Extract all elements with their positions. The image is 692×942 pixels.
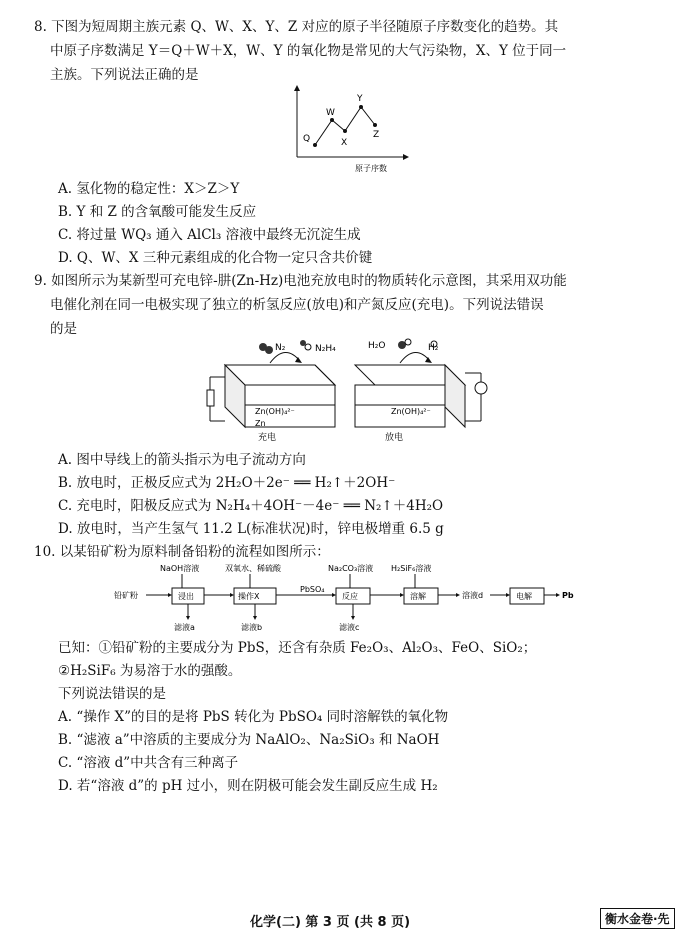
charge-cell [207,340,336,443]
q9-stem-line1: 9. 如图所示为某新型可充电锌-肼(Zn-Hz)电池充放电时的物质转化示意图，其采用双功能 [34,273,567,289]
out-filtrate-b: 滤液b [241,623,263,632]
q10-known-1: 已知：①铅矿粉的主要成分为 PbS，还含有杂质 Fe₂O₃、Al₂O₃、FeO、SiO₂； [58,640,537,656]
q8-stem-line2: 中原子序数满足 Y＝Q＋W＋X，W、Y 的氧化物是常见的大气污染物，X、Y 位于同一 [50,43,567,59]
charge-n2h4-label: N₂H₄ [315,344,336,354]
box-dissolve: 溶解 [410,592,426,601]
box-leach: 浸出 [178,592,194,601]
q9-option-d[interactable]: D. 放电时，当产生氢气 11.2 L(标准状况)时，锌电极增重 6.5 g [58,521,444,537]
q8-stem-line3: 主族。下列说法正确的是 [50,67,199,83]
reagent-pbso4: PbSO₄ [300,585,325,594]
q8-option-b[interactable]: B. Y 和 Z 的含氧酸可能发生反应 [58,204,257,220]
flow-solution-d: 溶液d [462,591,484,600]
q10-option-c[interactable]: C. “溶液 d”中共含有三种离子 [58,755,239,771]
discharge-zn-oh-label: Zn(OH)₄²⁻ [391,407,431,416]
q8-option-d[interactable]: D. Q、W、X 三种元素组成的化合物一定只含共价键 [58,250,373,266]
q10-option-b[interactable]: B. “滤液 a”中溶质的主要成分为 NaAlO₂、Na₂SiO₃ 和 NaOH [58,732,440,748]
box-reaction: 反应 [342,592,358,601]
reagent-h2o2: 双氧水、稀硫酸 [225,564,281,573]
point-q-label: Q [303,134,311,144]
q9-option-a[interactable]: A. 图中导线上的箭头指示为电子流动方向 [58,452,306,468]
q9-stem-line2: 电催化剂在同一电极实现了独立的析氢反应(放电)和产氮反应(充电)。下列说法错误 [50,297,544,313]
page-footer: 化学(二) 第 3 页 (共 8 页) [250,915,411,930]
flow-product: Pb [562,591,574,600]
reagent-naoh: NaOH溶液 [160,564,200,573]
q10-option-d[interactable]: D. 若“溶液 d”的 pH 过小，则在阴极可能会发生副反应生成 H₂ [58,778,438,794]
q9-stem-line3: 的是 [50,321,77,337]
q10-stem: 10. 以某铅矿粉为原料制备铅粉的流程如图所示： [34,544,330,560]
reagent-na2co3: Na₂CO₃溶液 [328,564,374,573]
point-w-label: W [326,108,335,118]
point-x-label: X [341,138,348,148]
discharge-h2o-label: H₂O [368,341,386,351]
charge-zn-oh-label: Zn(OH)₄²⁻ [255,407,295,416]
q10-option-a[interactable]: A. “操作 X”的目的是将 PbS 转化为 PbSO₄ 同时溶解铁的氧化物 [58,709,449,725]
q9-battery-diagram [195,333,505,445]
q8-option-a[interactable]: A. 氢化物的稳定性：X＞Z＞Y [58,181,240,197]
box-electrolysis: 电解 [516,592,532,601]
charge-zn-label: Zn [255,419,266,428]
q9-option-b[interactable]: B. 放电时，正极反应式为 2H₂O＋2e⁻ ══ H₂↑＋2OH⁻ [58,475,396,491]
out-filtrate-a: 滤液a [174,623,195,632]
point-y-label: Y [357,94,363,104]
box-operation-x: 操作X [238,592,260,601]
flow-start: 铅矿粉 [114,591,138,600]
point-z-label: Z [373,130,380,140]
discharge-h2-label: H₂ [428,343,439,353]
q10-known-2: ②H₂SiF₆ 为易溶于水的强酸。 [58,663,242,679]
q8-stem-line1: 8. 下图为短周期主族元素 Q、W、X、Y、Z 对应的原子半径随原子序数变化的趋势。其 [34,19,559,35]
discharge-cell [355,339,487,443]
q9-option-c[interactable]: C. 充电时，阳极反应式为 N₂H₄＋4OH⁻－4e⁻ ══ N₂↑＋4H₂O [58,498,444,514]
q10-flowchart [110,562,580,632]
q10-prompt: 下列说法错误的是 [58,686,166,702]
q8-radius-graph [285,85,415,175]
discharge-caption: 放电 [385,433,404,443]
out-filtrate-c: 滤液c [339,623,360,632]
charge-n2-label: N₂ [275,343,286,353]
q8-option-c[interactable]: C. 将过量 WQ₃ 通入 AlCl₃ 溶液中最终无沉淀生成 [58,227,361,243]
brand-stamp: 衡水金卷·先 [600,908,675,929]
graph-xlabel: 原子序数 [355,164,387,173]
reagent-h2sif6: H₂SiF₆溶液 [391,564,432,573]
charge-caption: 充电 [258,433,277,443]
